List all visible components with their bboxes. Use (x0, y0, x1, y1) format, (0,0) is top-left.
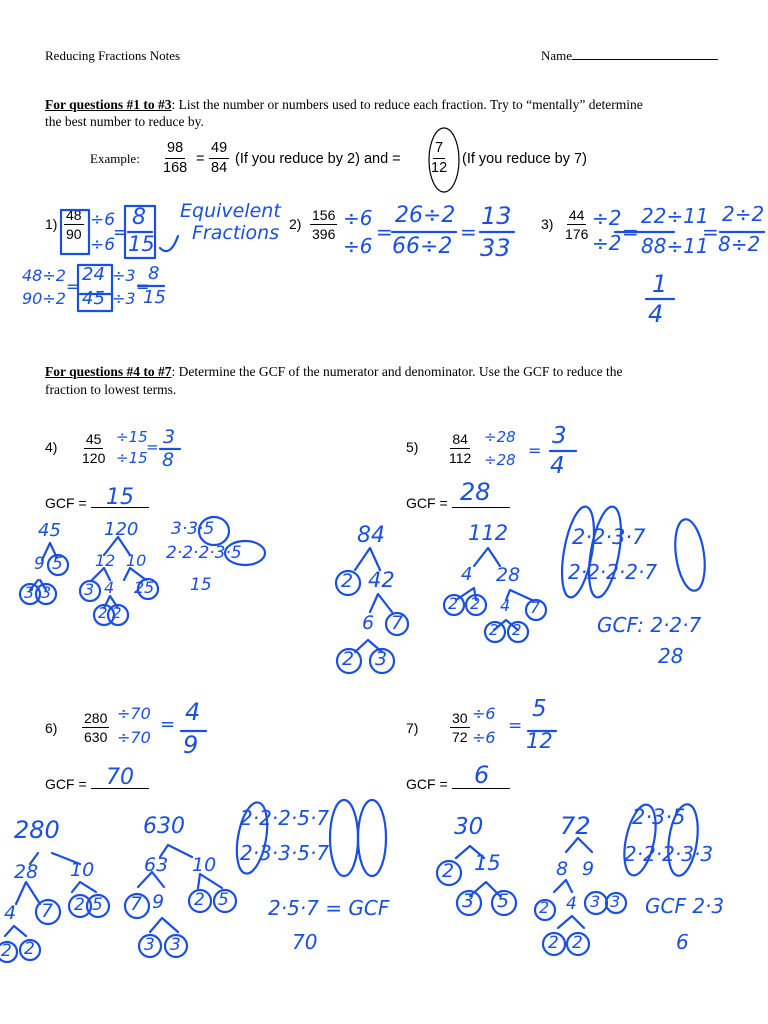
q5-tree-84: 84 (357, 523, 385, 548)
q1-alt-den: 90÷2 (22, 289, 66, 308)
q5-factors-84: 2·2·3·7 (572, 525, 646, 549)
q1-label: 1) (45, 216, 58, 232)
q6-gcf-label: GCF = (45, 776, 87, 792)
q7-gcf-work: GCF 2·3 (645, 894, 725, 918)
q3-hw-mid-num: 22÷11 (641, 204, 709, 228)
q4-tree-2c: 2 (112, 604, 122, 622)
q5-tree-2d: 2 (470, 594, 481, 613)
q6-tree-5b: 5 (218, 890, 229, 910)
q5-factors-112: 2·2·2·2·7 (568, 560, 658, 584)
q6-tree-280: 280 (14, 816, 60, 844)
section2-heading: For questions #4 to #7 (45, 364, 172, 379)
q1-alt-div3a: ÷3 (112, 266, 136, 285)
q6-hw-eq: = (160, 714, 176, 735)
q6-tree-28: 28 (14, 861, 39, 883)
q4-denominator: 120 (82, 450, 106, 466)
q4-hw-ans-den: 8 (162, 449, 175, 471)
q5-gcf-answer: 28 (460, 478, 491, 506)
q7-factors-30: 2·3·5 (632, 805, 686, 829)
q2-hw-ans-num: 13 (481, 202, 512, 230)
q1-hw-eq: = (113, 222, 129, 243)
q3-hw-eq1: = (622, 220, 639, 244)
q5-hw-div1: ÷28 (484, 428, 516, 446)
q6-hw-ans-num: 4 (185, 698, 201, 726)
q7-hw-div1: ÷6 (472, 704, 496, 723)
q4-tree-5: 5 (52, 554, 63, 574)
q3-hw-eq2: = (702, 220, 719, 244)
q5-label: 5) (406, 439, 419, 455)
example-fraction-3-numerator: 7 (433, 141, 445, 159)
q5-hw-ans-num: 3 (552, 423, 567, 449)
q6-gcf-work: 2·5·7 = GCF (268, 896, 390, 920)
q2-hw-mid-num: 26÷2 (395, 203, 456, 228)
q6-gcf-result: 70 (292, 930, 318, 954)
q3-numerator: 44 (568, 207, 585, 223)
q6-tree-2b: 2 (1, 941, 12, 961)
q2-numerator: 156 (312, 207, 336, 223)
q1-note-line1: Equivelent (180, 200, 281, 222)
q6-tree-9: 9 (152, 891, 165, 913)
q1-box (61, 207, 89, 254)
q6-numerator: 280 (84, 710, 108, 726)
section1-text-line2: the best number to reduce by. (45, 114, 204, 129)
q1-alt-mid-den: 45 (82, 288, 105, 309)
q6-tree-630: 630 (143, 814, 185, 839)
q4-tree-120: 120 (104, 519, 139, 540)
q7-tree-30: 30 (454, 814, 484, 840)
q5-tree-28: 28 (496, 564, 521, 586)
q4-gcf-label: GCF = (45, 495, 87, 511)
q5-tree-112: 112 (468, 521, 509, 545)
q5-denominator: 112 (449, 450, 472, 466)
q3-label: 3) (541, 216, 554, 232)
q5-tree-2c: 2 (448, 594, 459, 613)
q4-tree-4: 4 (104, 578, 115, 597)
worksheet-title: Reducing Fractions Notes (45, 48, 181, 63)
q2-hw-mid-den: 66÷2 (392, 234, 453, 259)
q4-hw-eq: = (146, 438, 159, 456)
q1-alt-ans-den: 15 (143, 287, 166, 308)
example-fraction-2-denominator: 84 (211, 159, 228, 176)
q1-hw-answer-num: 8 (132, 205, 146, 230)
q2-hw-eq2: = (460, 220, 477, 244)
q5-tree-2e: 2 (489, 621, 499, 639)
q7-tree-5: 5 (497, 890, 510, 912)
section1-heading: For questions #1 to #3 (45, 97, 172, 112)
q1-alt-div3b: ÷3 (112, 289, 136, 308)
q3-hw-div1: ÷2 (592, 206, 622, 230)
q7-tree-2a: 2 (442, 860, 455, 882)
example-label: Example: (90, 151, 140, 166)
q5-tree-2f: 2 (512, 621, 522, 639)
q7-tree-2b: 2 (539, 898, 550, 917)
q4-gcf-result: 15 (190, 575, 212, 595)
section2-text: : Determine the GCF of the numerator and denominator. Use the GCF to reduce the (171, 364, 623, 379)
q7-factors-72: 2·2·2·3·3 (624, 842, 714, 866)
q1-hw-answer-den: 15 (128, 232, 155, 256)
q6-tree-2d: 2 (194, 890, 205, 910)
q5-tree-4: 4 (461, 564, 473, 585)
q7-tree-8: 8 (556, 858, 569, 880)
q5-hw-eq: = (528, 441, 542, 460)
q4-tree-3c: 3 (84, 580, 95, 599)
q2-hw-eq1: = (376, 220, 393, 244)
q6-tree-2c: 2 (24, 939, 35, 959)
q5-hw-div2: ÷28 (484, 451, 516, 469)
q3-hw-last-den: 8÷2 (718, 232, 761, 256)
q5-gcf-result: 28 (658, 644, 684, 668)
q6-tree-63: 63 (144, 854, 169, 876)
q4-tree-12: 12 (95, 551, 116, 570)
q5-tree-4b: 4 (500, 596, 511, 615)
q4-hw-div1: ÷15 (116, 428, 148, 446)
q2-denominator: 396 (312, 226, 336, 242)
q4-tree-5b: 5 (144, 578, 155, 597)
q6-tree-3b: 3 (170, 935, 181, 955)
q5-tree-6: 6 (362, 612, 375, 634)
q1-note-line2: Fractions (192, 222, 280, 244)
q7-tree-2d: 2 (572, 933, 583, 953)
q6-factors-280: 2·2·2·5·7 (240, 806, 330, 830)
q1-hw-div2: ÷6 (90, 235, 116, 255)
q6-label: 6) (45, 720, 58, 736)
q1-alt-mid-num: 24 (82, 264, 105, 285)
q5-tree-7: 7 (391, 612, 404, 634)
q4-numerator: 45 (85, 431, 102, 447)
q7-hw-div2: ÷6 (472, 728, 496, 747)
q3-denominator: 176 (565, 226, 589, 242)
q4-hw-ans-num: 3 (163, 426, 176, 448)
q2-hw-ans-den: 33 (480, 234, 511, 262)
q2-hw-div1: ÷6 (343, 206, 373, 230)
q7-tree-72: 72 (560, 812, 591, 840)
q7-hw-ans-den: 12 (526, 729, 553, 753)
q7-hw-ans-num: 5 (532, 696, 547, 722)
section1-text: : List the number or numbers used to reduce each fraction. Try to “mentally” determine (171, 97, 643, 112)
q6-tree-7: 7 (41, 900, 54, 922)
q6-tree-3a: 3 (144, 935, 155, 955)
q6-hw-div1: ÷70 (117, 704, 151, 723)
q2-label: 2) (289, 216, 302, 232)
q1-alt-num: 48÷2 (22, 266, 66, 285)
q4-tree-3a: 3 (24, 583, 35, 602)
q6-tree-5a: 5 (92, 895, 103, 915)
q6-factors-630: 2·3·3·5·7 (240, 841, 330, 865)
q4-tree-3b: 3 (41, 583, 52, 602)
q4-tree-10: 10 (126, 551, 147, 570)
q5-numerator: 84 (452, 431, 468, 447)
q3-hw-mid-den: 88÷11 (641, 234, 709, 258)
q7-denominator: 72 (452, 729, 468, 745)
q3-answer-num: 1 (652, 270, 668, 298)
q6-tree-10: 10 (70, 859, 95, 881)
example-fraction-2-numerator: 49 (209, 141, 229, 159)
q4-label: 4) (45, 439, 58, 455)
section2-text-line2: fraction to lowest terms. (45, 382, 177, 397)
q1-alt-ans-num: 8 (148, 263, 160, 284)
q6-gcf-answer: 70 (106, 765, 134, 790)
q5-tree-7b: 7 (530, 598, 541, 617)
q4-gcf-answer: 15 (106, 485, 134, 510)
q4-tree-2a: 2 (134, 578, 145, 597)
q7-tree-2c: 2 (548, 933, 559, 953)
q7-gcf-answer: 6 (474, 761, 490, 789)
q7-tree-4: 4 (566, 894, 577, 914)
example-note-2: (If you reduce by 7) (462, 151, 587, 167)
q7-gcf-result: 6 (676, 930, 689, 954)
q7-label: 7) (406, 720, 419, 736)
q5-gcf-work: GCF: 2·2·7 (597, 613, 702, 637)
q1-numerator: 48 (66, 207, 82, 223)
q6-hw-ans-den: 9 (183, 731, 199, 759)
q4-factors-120: 2·2·2·3·5 (166, 543, 242, 563)
q3-hw-last-num: 2÷2 (722, 202, 765, 226)
q7-numerator: 30 (452, 710, 468, 726)
q6-tree-2a: 2 (74, 895, 85, 915)
q4-factors-45: 3·3·5 (171, 519, 215, 539)
q5-tree-2a: 2 (341, 570, 354, 592)
q4-hw-div2: ÷15 (116, 449, 148, 467)
q4-tree-9: 9 (34, 554, 45, 574)
q7-tree-3c: 3 (610, 892, 621, 911)
q7-tree-9: 9 (582, 858, 595, 880)
q7-tree-3a: 3 (462, 890, 475, 912)
q5-hw-ans-den: 4 (550, 453, 565, 479)
example-note-1: (If you reduce by 2) and = (235, 151, 401, 167)
example-equals: = (196, 151, 205, 167)
q6-tree-7b: 7 (130, 893, 143, 915)
q1-denominator: 90 (66, 226, 82, 242)
q3-hw-div2: ÷2 (592, 231, 622, 255)
q7-tree-3b: 3 (590, 892, 601, 911)
q2-hw-div2: ÷6 (343, 234, 373, 258)
q6-denominator: 630 (84, 729, 108, 745)
q6-tree-10b: 10 (192, 854, 217, 876)
q4-tree-45: 45 (38, 520, 61, 541)
q5-tree-3: 3 (375, 648, 388, 670)
example-fraction-1-numerator: 98 (165, 141, 185, 159)
q5-tree-2b: 2 (342, 648, 355, 670)
name-label: Name (541, 48, 573, 63)
q6-hw-div2: ÷70 (117, 728, 151, 747)
q4-tree-2b: 2 (98, 604, 108, 622)
q7-gcf-label: GCF = (406, 776, 448, 792)
q1-hw-div1: ÷6 (90, 210, 116, 230)
q5-tree-42: 42 (368, 568, 395, 592)
example-fraction-1-denominator: 168 (163, 159, 188, 176)
example-fraction-3-denominator: 12 (431, 159, 448, 176)
q1-alt-eq: = (66, 277, 80, 296)
q3-answer-den: 4 (648, 300, 664, 328)
q5-gcf-label: GCF = (406, 495, 448, 511)
q7-hw-eq: = (508, 716, 523, 736)
q1-alt-eq2: = (136, 277, 150, 296)
q7-tree-15: 15 (474, 851, 501, 875)
q6-tree-4: 4 (4, 902, 17, 924)
q1-arrow (160, 236, 178, 251)
